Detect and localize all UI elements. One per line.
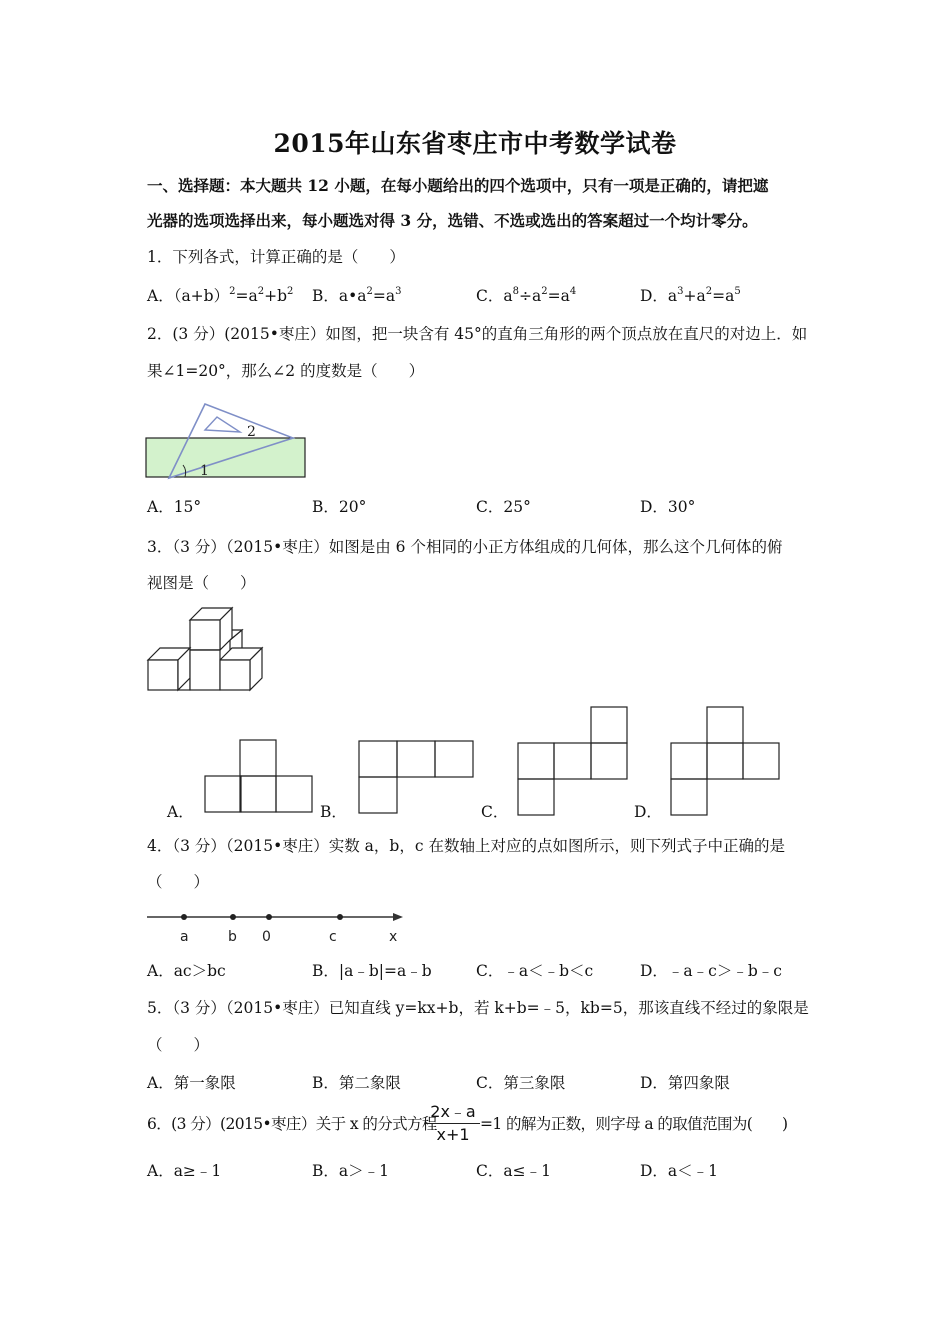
q6-fraction	[426, 1102, 480, 1145]
q2-option-a: A．15°	[147, 498, 202, 516]
q4-option-b: B．|a﹣b|=a﹣b	[312, 962, 432, 980]
angle1-label: 1	[200, 463, 209, 479]
point-c	[337, 914, 343, 920]
q6-numerator: 2x﹣a	[430, 1102, 476, 1121]
q6-denominator: x+1	[436, 1125, 470, 1144]
point-a	[181, 914, 187, 920]
q1-option-b: B．$a•a^2=a^3$	[312, 286, 402, 305]
q5-option-a: A．第一象限	[147, 1074, 236, 1092]
page-title: 2015年山东省枣庄市中考数学试卷	[273, 129, 677, 158]
ruler-triangle-figure	[145, 400, 315, 482]
q5-option-d: D．第四象限	[640, 1074, 730, 1092]
triangle-inner	[205, 417, 240, 432]
q6-option-a: A．a≥﹣1	[147, 1162, 222, 1180]
q4-stem-line2: （ ）	[147, 873, 210, 891]
q3-option-b-label: B．	[320, 803, 347, 821]
q6-option-d: D．a＜﹣1	[640, 1162, 719, 1180]
label-c: c	[329, 929, 337, 945]
q3-stem-line1: 3．（3 分）（2015•枣庄）如图是由 6 个相同的小正方体组成的几何体，那么这个几何体的俯	[147, 538, 783, 556]
ruler-rect	[146, 438, 305, 477]
label-a: a	[180, 929, 189, 945]
point-0	[266, 914, 272, 920]
q6-option-b: B．a＞﹣1	[312, 1162, 389, 1180]
q1-stem: 1．下列各式，计算正确的是（ ）	[147, 248, 405, 266]
cube-stack-figure	[145, 605, 270, 697]
label-0: 0	[262, 929, 271, 945]
q6-option-c: C．a≤﹣1	[476, 1162, 551, 1180]
label-x: x	[389, 929, 398, 945]
q2-option-b: B．20°	[312, 498, 367, 516]
q3-option-c-label: C．	[481, 803, 509, 821]
q6-stem-post: =1 的解为正数，则字母 a 的取值范围为( )	[480, 1115, 788, 1133]
number-line-arrow	[393, 913, 403, 921]
bottom-cube-3	[220, 660, 250, 690]
label-b: b	[228, 929, 237, 945]
q2-option-d: D．30°	[640, 498, 696, 516]
section-instruction-line1: 一、选择题：本大题共 12 小题，在每小题给出的四个选项中，只有一项是正确的，请把遮	[147, 176, 769, 195]
angle2-label: 2	[247, 424, 256, 440]
q4-option-a: A．ac＞bc	[147, 962, 226, 980]
section-instruction-line2: 光器的选项选择出来，每小题选对得 3 分，选错、不选或选出的答案超过一个均计零分。	[147, 211, 758, 230]
q5-stem-line1: 5．（3 分）（2015•枣庄）已知直线 y=kx+b，若 k+b=﹣5，kb=5，那该直线不经过的象限是	[147, 999, 809, 1017]
q3-option-d-label: D．	[634, 803, 662, 821]
q3-option-b-figure	[358, 740, 476, 818]
q5-stem-line2: （ ）	[147, 1036, 210, 1054]
q3-option-d-figure	[670, 706, 782, 818]
q4-option-c: C．﹣a＜﹣b＜c	[476, 962, 594, 980]
tall-cube-front	[190, 620, 220, 650]
q3-option-a-label: A．	[167, 803, 194, 821]
q2-stem-line1: 2．(3 分）(2015•枣庄）如图，把一块含有 45°的直角三角形的两个顶点放在直尺的对边上．如	[147, 325, 808, 343]
q2-option-c: C．25°	[476, 498, 531, 516]
q4-option-d: D．﹣a﹣c＞﹣b﹣c	[640, 962, 782, 980]
q5-option-c: C．第三象限	[476, 1074, 566, 1092]
q3-option-c-figure	[517, 706, 629, 818]
number-line-figure	[145, 905, 410, 945]
q3-stem-line2: 视图是（ ）	[147, 574, 256, 592]
q6-stem-pre: 6．(3 分）(2015•枣庄）关于 x 的分式方程	[147, 1115, 437, 1133]
point-b	[230, 914, 236, 920]
bottom-cube-1	[148, 660, 178, 690]
middle-column	[190, 650, 220, 690]
q2-stem-line2: 果∠1=20°，那么∠2 的度数是（ ）	[147, 362, 425, 380]
q3-option-a-figure	[204, 739, 316, 817]
q1-option-c: C．$a^8\div a^2=a^4$	[476, 286, 577, 305]
q1-option-d: D．$a^3+a^2=a^5$	[640, 286, 741, 305]
q5-option-b: B．第二象限	[312, 1074, 401, 1092]
q4-stem-line1: 4．（3 分）（2015•枣庄）实数 a，b，c 在数轴上对应的点如图所示，则下列式子中正确的是	[147, 837, 785, 855]
q1-option-a: A．$(a+b)^2=a^2+b^2$	[147, 286, 294, 305]
